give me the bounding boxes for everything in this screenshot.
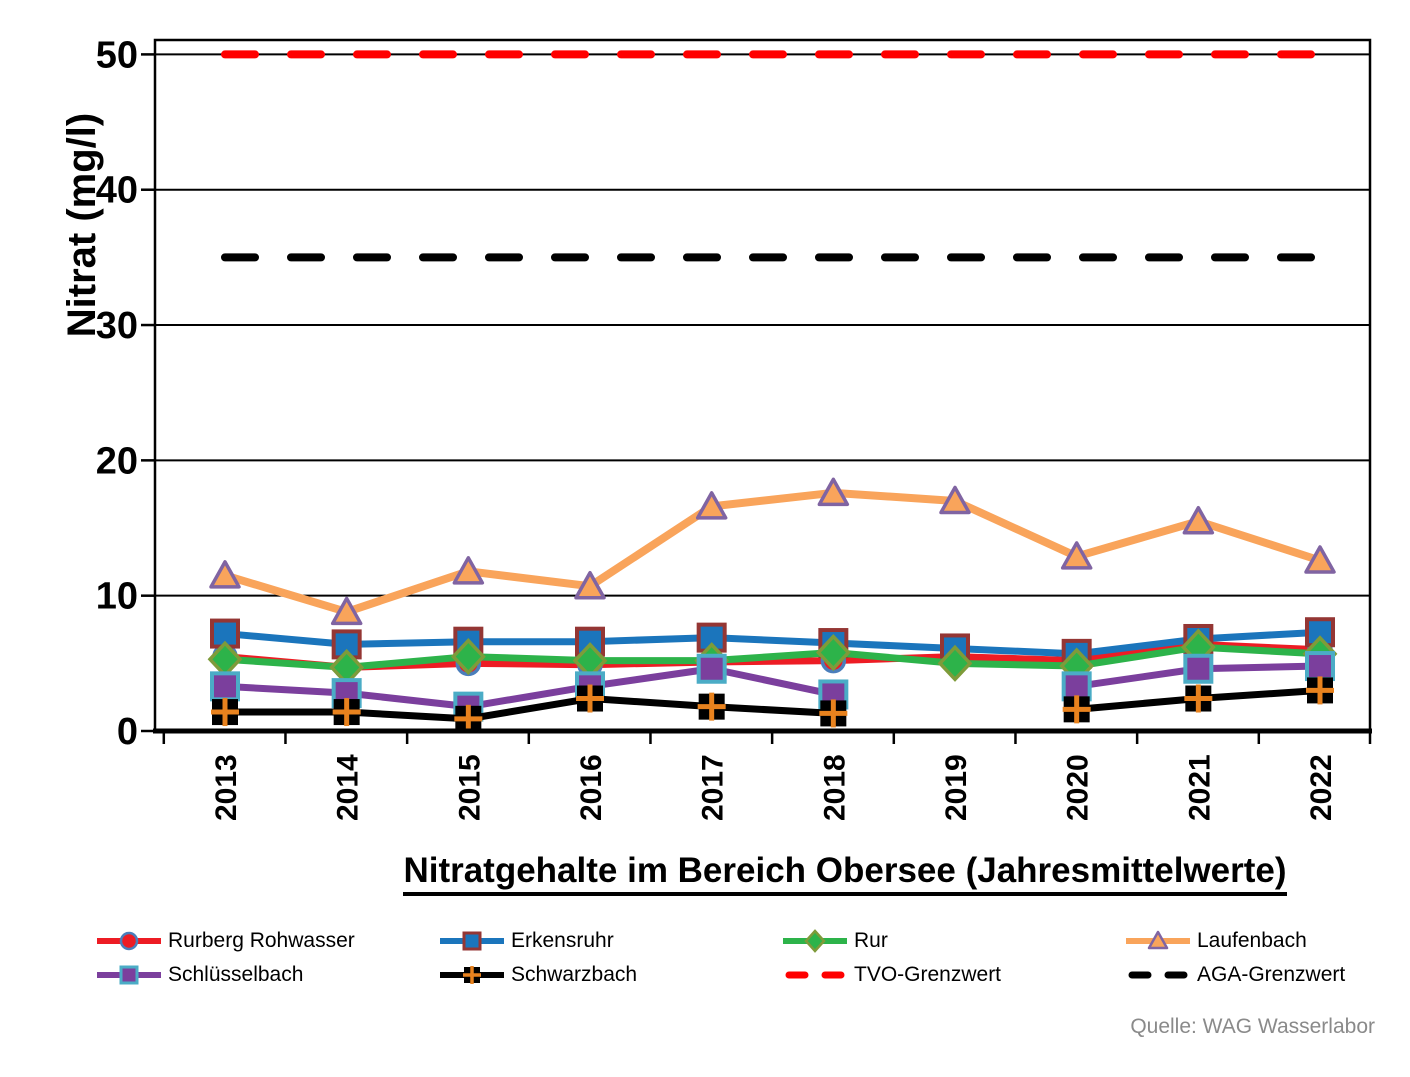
legend-swatch-laufenbach: [1124, 927, 1194, 955]
marker-schl-sselbach: [1185, 656, 1211, 682]
x-tick-label: 2018: [818, 754, 852, 821]
legend-label: Erkensruhr: [511, 929, 614, 952]
legend-marker: [464, 933, 480, 949]
legend-swatch-rur: [781, 927, 851, 955]
legend-swatch-schwarzbach: [438, 961, 508, 989]
x-tick-label: 2021: [1183, 754, 1217, 821]
legend-marker: [121, 967, 137, 983]
legend-item: [781, 927, 1124, 955]
legend-label: Rurberg Rohwasser: [168, 929, 355, 952]
x-tick-label: 2013: [210, 754, 243, 821]
legend-label: Schwarzbach: [511, 963, 638, 986]
legend-item: [781, 961, 1124, 989]
marker-schl-sselbach: [699, 656, 725, 682]
legend-swatch-tvo-grenzwert: [781, 961, 851, 989]
legend-marker: [121, 933, 137, 949]
y-tick-label: 20: [95, 440, 138, 483]
x-tick-label: 2022: [1305, 754, 1339, 821]
legend-swatch-schluesselbach: [95, 961, 165, 989]
legend-label: Rur: [854, 929, 888, 952]
y-tick-label: 0: [116, 711, 138, 753]
chart-title-wrap: [280, 851, 1410, 896]
x-tick-label: 2015: [453, 754, 487, 821]
legend-swatch-erkensruhr: [438, 927, 508, 955]
legend: [95, 924, 1410, 992]
legend-label: TVO-Grenzwert: [854, 963, 1002, 986]
legend-marker: [806, 931, 824, 951]
y-tick-label: 40: [95, 169, 138, 212]
y-tick-label: 50: [95, 34, 138, 77]
legend-item: [1124, 961, 1410, 989]
legend-item: [1124, 927, 1410, 955]
marker-schl-sselbach: [1307, 653, 1333, 679]
legend-label: Laufenbach: [1197, 929, 1307, 952]
marker-schl-sselbach: [212, 673, 238, 699]
x-tick-label: 2017: [696, 754, 730, 821]
x-tick-label: 2020: [1061, 754, 1095, 821]
legend-swatch-rurberg-rohwasser: [95, 927, 165, 955]
chart-title: Nitratgehalte im Bereich Obersee (Jahresmittelwerte): [403, 851, 1286, 896]
y-axis-title: Nitrat (mg/l): [60, 112, 104, 338]
source-credit: Quelle: WAG Wasserlabor: [1130, 1015, 1375, 1038]
legend-label: Schlüsselbach: [168, 963, 304, 986]
legend-label: AGA-Grenzwert: [1197, 963, 1346, 986]
x-tick-label: 2019: [940, 754, 974, 821]
legend-item: [95, 961, 438, 989]
legend-swatch-aga-grenzwert: [1124, 961, 1194, 989]
legend-item: [438, 961, 781, 989]
legend-item: [438, 927, 781, 955]
x-tick-label: 2014: [331, 754, 365, 821]
x-tick-label: 2016: [575, 754, 609, 821]
y-tick-label: 30: [95, 305, 138, 348]
y-tick-label: 10: [95, 575, 138, 618]
legend-item: [95, 927, 438, 955]
